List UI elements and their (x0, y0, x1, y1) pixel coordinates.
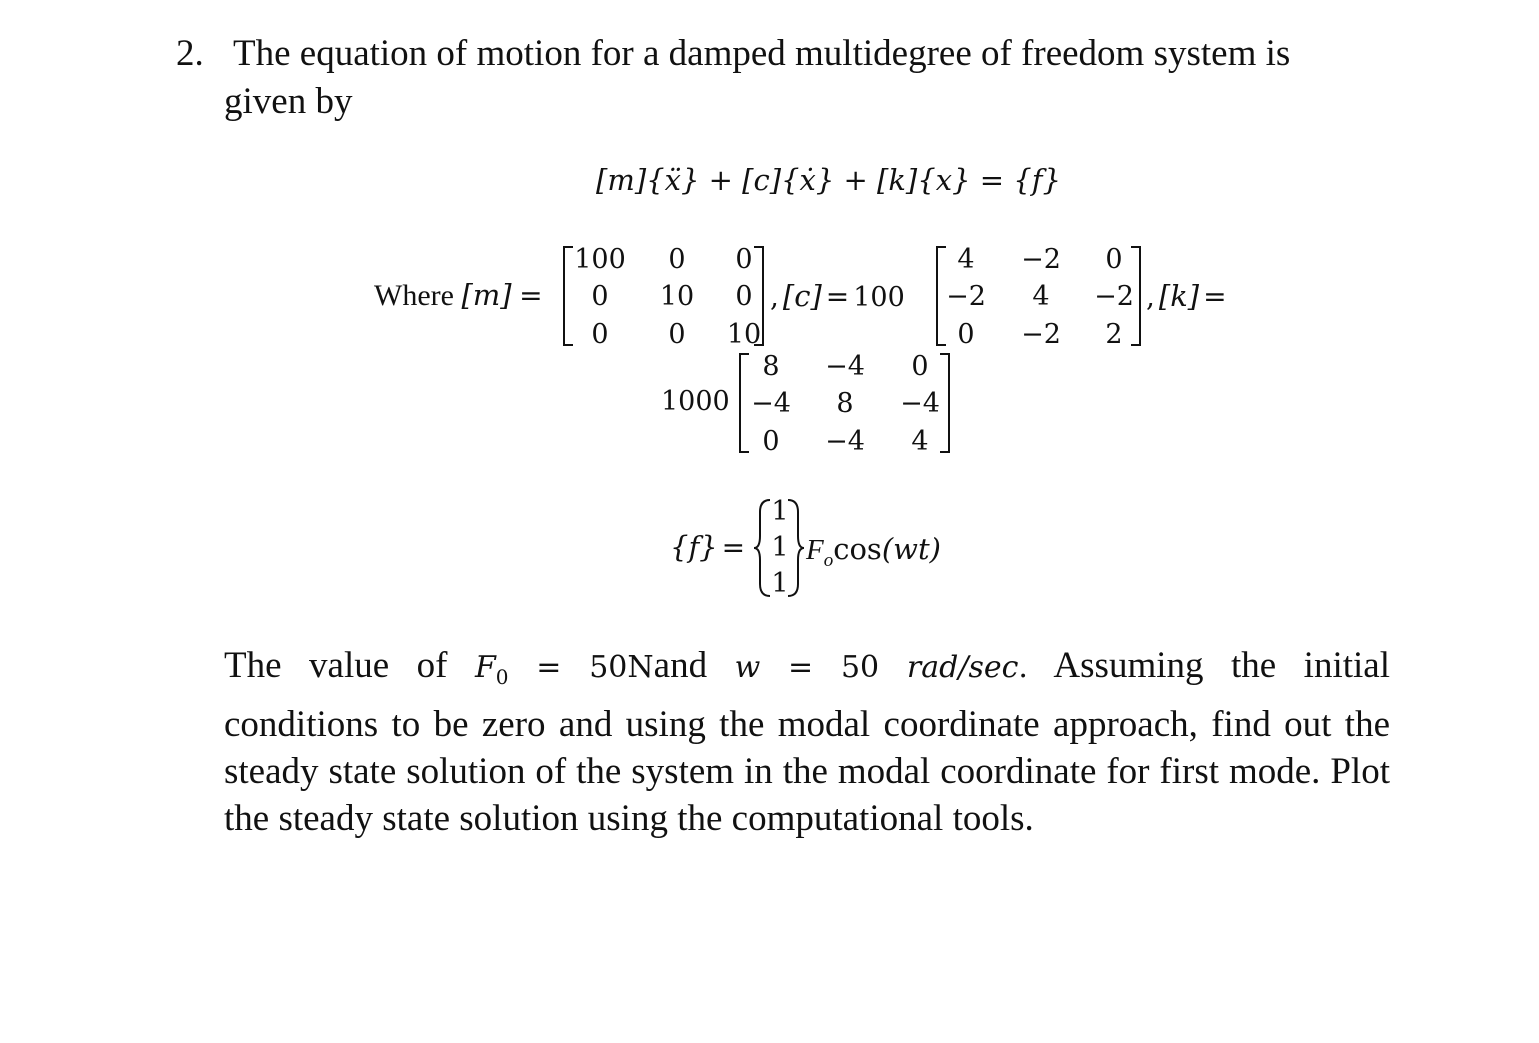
damping-matrix-cell: −2 (1021, 244, 1061, 275)
mass-matrix-cell: 100 (574, 244, 626, 275)
para-w-symbol: w (734, 650, 761, 685)
stiffness-matrix-cell: −4 (900, 388, 940, 419)
damping-matrix-cell: 4 (957, 244, 975, 275)
force-argument: (wt) (881, 532, 941, 566)
damping-matrix-cell: −2 (1094, 281, 1134, 312)
damping-matrix-cell: −2 (946, 281, 986, 312)
stiffness-matrix-cell: 0 (762, 426, 780, 457)
force-vector-label (670, 530, 745, 564)
mass-matrix-cell: 0 (668, 319, 686, 350)
paragraph-line-2: conditions to be zero and using the modal coordinate approach, find out the (224, 704, 1390, 745)
force-amplitude-expression (806, 532, 941, 572)
eq-plus-2: + (843, 163, 868, 197)
para-w-equals: = (788, 650, 814, 685)
para-word-of: of (416, 645, 448, 686)
para-word-the: The (224, 645, 282, 686)
force-vector-cell: 1 (771, 568, 789, 599)
paragraph-line-1 (224, 642, 1390, 701)
mass-matrix-cell: 0 (591, 319, 609, 350)
eq-damping-term: [c] (742, 163, 782, 197)
para-word-and: and (653, 645, 708, 686)
damping-scalar: 100 (853, 282, 905, 313)
stiffness-matrix-cell: −4 (825, 351, 865, 382)
para-f0-equals: = (536, 650, 562, 685)
mass-matrix-cell: 0 (591, 281, 609, 312)
damping-equals: = (825, 280, 850, 313)
eq-velocity-term: {ẋ} (781, 163, 835, 197)
eq-displacement-term: {x} (917, 163, 971, 197)
para-f0-symbol: F (474, 650, 496, 685)
para-line1-rest: Assuming the initial (1053, 645, 1390, 686)
force-vector-cell: 1 (771, 496, 789, 527)
eq-stiffness-term: [k] (877, 163, 918, 197)
para-word-value: value (309, 645, 390, 686)
stiffness-matrix-label (1146, 279, 1227, 313)
mass-matrix-cell: 10 (659, 281, 695, 312)
para-f0-sub: 0 (495, 665, 509, 689)
mass-matrix-cell: 0 (735, 281, 753, 312)
paragraph-line-3: steady state solution of the system in the modal coordinate for first mode. Plot (224, 751, 1390, 792)
stiffness-sep: , (1146, 280, 1155, 313)
where-label (374, 278, 543, 313)
force-function: cos (833, 532, 882, 566)
stiffness-scalar: 1000 (661, 386, 730, 417)
damping-matrix-cell: 0 (1105, 244, 1123, 275)
para-w-dot: . (1018, 650, 1028, 685)
stiffness-matrix-cell: −4 (751, 388, 791, 419)
question-intro-line1: The equation of motion for a damped multidegree of freedom system is (233, 33, 1291, 74)
damping-matrix-label (770, 279, 905, 313)
damping-matrix-cell: 2 (1105, 319, 1123, 350)
mass-matrix-cell: 0 (668, 244, 686, 275)
damping-matrix-cell: 4 (1032, 281, 1050, 312)
equation-of-motion (596, 163, 1061, 197)
mass-matrix-label: [m] (461, 278, 512, 312)
damping-label: [c] (782, 279, 822, 313)
stiffness-label: [k] (1158, 279, 1200, 313)
para-f0-expression (474, 650, 654, 689)
para-w-expression (735, 650, 1028, 685)
paragraph-line-4: the steady state solution using the computational tools. (224, 798, 1034, 839)
mass-matrix-cell: 10 (726, 319, 762, 350)
question-number: 2. (176, 33, 204, 74)
stiffness-matrix-cell: 0 (911, 351, 929, 382)
para-f0-value: 50N (589, 650, 654, 685)
para-w-unit: rad/sec (906, 650, 1019, 685)
damping-sep: , (770, 280, 779, 313)
eq-mass-term: [m] (596, 163, 647, 197)
damping-matrix-cell: 0 (957, 319, 975, 350)
stiffness-matrix-cell: 4 (911, 426, 929, 457)
force-amplitude-sub: o (823, 549, 834, 571)
stiffness-matrix-cell: 8 (836, 388, 854, 419)
force-label: {f} (670, 530, 718, 564)
stiffness-matrix-cell: 8 (762, 351, 780, 382)
eq-equals: = (979, 163, 1005, 197)
eq-force-term: {f} (1013, 163, 1061, 197)
eq-acceleration-term: {ẍ} (646, 163, 700, 197)
force-vector-cell: 1 (771, 532, 789, 563)
force-amplitude: F (806, 534, 824, 566)
force-equals: = (721, 531, 746, 564)
damping-matrix-cell: −2 (1021, 319, 1061, 350)
para-w-value: 50 (840, 650, 880, 685)
stiffness-matrix-cell: −4 (825, 426, 865, 457)
mass-matrix-equals: = (519, 279, 543, 312)
question-intro-line2: given by (224, 81, 353, 122)
where-word: Where (374, 279, 454, 312)
mass-matrix-cell: 0 (735, 244, 753, 275)
eq-plus-1: + (708, 163, 733, 197)
stiffness-equals: = (1203, 280, 1227, 313)
problem-statement-paragraph (224, 642, 1390, 842)
